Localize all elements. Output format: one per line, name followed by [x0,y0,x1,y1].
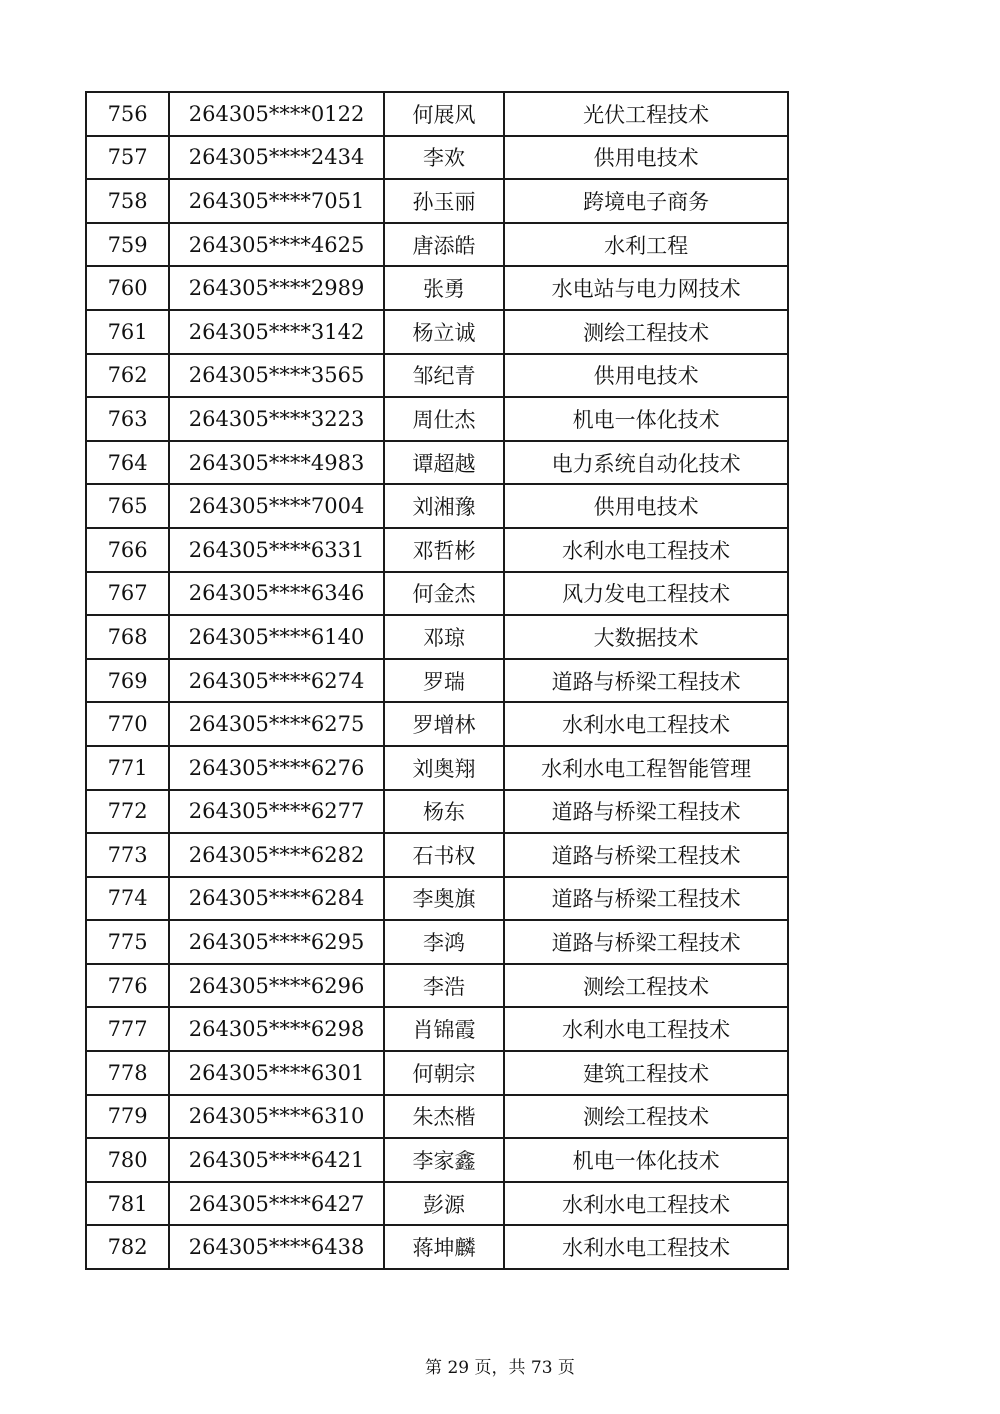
major-cell: 机电一体化技术 [504,397,788,441]
table-row [86,528,788,572]
row-number-cell: 765 [86,484,169,528]
row-number-cell: 775 [86,920,169,964]
row-number-cell: 762 [86,354,169,398]
major-cell: 水利水电工程技术 [504,1225,788,1269]
major-cell: 机电一体化技术 [504,1138,788,1182]
table-row [86,572,788,616]
table-row [86,484,788,528]
name-cell: 张勇 [384,266,504,310]
id-number-cell: 264305****3142 [169,310,384,354]
name-cell: 何金杰 [384,572,504,616]
table-row [86,136,788,180]
table-row [86,397,788,441]
major-cell: 测绘工程技术 [504,964,788,1008]
major-cell: 供用电技术 [504,484,788,528]
row-number-cell: 771 [86,746,169,790]
row-number-cell: 756 [86,92,169,136]
table-row [86,615,788,659]
row-number-cell: 761 [86,310,169,354]
id-number-cell: 264305****2434 [169,136,384,180]
row-number-cell: 773 [86,833,169,877]
roster-table-body [86,92,788,1269]
table-row [86,266,788,310]
name-cell: 刘奥翔 [384,746,504,790]
id-number-cell: 264305****6310 [169,1095,384,1139]
id-number-cell: 264305****6427 [169,1182,384,1226]
major-cell: 水利水电工程技术 [504,1182,788,1226]
name-cell: 肖锦霞 [384,1007,504,1051]
major-cell: 水利水电工程技术 [504,1007,788,1051]
name-cell: 孙玉丽 [384,179,504,223]
row-number-cell: 768 [86,615,169,659]
row-number-cell: 760 [86,266,169,310]
id-number-cell: 264305****7051 [169,179,384,223]
name-cell: 邓哲彬 [384,528,504,572]
row-number-cell: 764 [86,441,169,485]
name-cell: 何朝宗 [384,1051,504,1095]
row-number-cell: 758 [86,179,169,223]
id-number-cell: 264305****7004 [169,484,384,528]
table-row [86,1007,788,1051]
name-cell: 刘湘豫 [384,484,504,528]
row-number-cell: 759 [86,223,169,267]
row-number-cell: 769 [86,659,169,703]
id-number-cell: 264305****2989 [169,266,384,310]
id-number-cell: 264305****6346 [169,572,384,616]
table-row [86,354,788,398]
table-row [86,790,788,834]
id-number-cell: 264305****6275 [169,702,384,746]
major-cell: 道路与桥梁工程技术 [504,920,788,964]
row-number-cell: 777 [86,1007,169,1051]
major-cell: 光伏工程技术 [504,92,788,136]
major-cell: 道路与桥梁工程技术 [504,790,788,834]
table-row [86,92,788,136]
id-number-cell: 264305****6140 [169,615,384,659]
table-row [86,1095,788,1139]
name-cell: 李奥旗 [384,877,504,921]
table-row [86,223,788,267]
major-cell: 水利水电工程技术 [504,528,788,572]
row-number-cell: 763 [86,397,169,441]
page-footer: 第 29 页，共 73 页 [425,1358,575,1378]
row-number-cell: 781 [86,1182,169,1226]
row-number-cell: 779 [86,1095,169,1139]
name-cell: 罗增林 [384,702,504,746]
name-cell: 杨东 [384,790,504,834]
name-cell: 石书权 [384,833,504,877]
major-cell: 水利工程 [504,223,788,267]
table-row [86,920,788,964]
id-number-cell: 264305****6274 [169,659,384,703]
id-number-cell: 264305****6277 [169,790,384,834]
id-number-cell: 264305****6421 [169,1138,384,1182]
table-row [86,702,788,746]
roster-table [85,91,789,1270]
major-cell: 跨境电子商务 [504,179,788,223]
id-number-cell: 264305****0122 [169,92,384,136]
major-cell: 测绘工程技术 [504,1095,788,1139]
table-row [86,179,788,223]
major-cell: 供用电技术 [504,354,788,398]
table-row [86,1138,788,1182]
name-cell: 周仕杰 [384,397,504,441]
table-row [86,659,788,703]
table-row [86,833,788,877]
row-number-cell: 766 [86,528,169,572]
row-number-cell: 757 [86,136,169,180]
name-cell: 李鸿 [384,920,504,964]
name-cell: 邹纪青 [384,354,504,398]
table-row [86,746,788,790]
name-cell: 李浩 [384,964,504,1008]
major-cell: 道路与桥梁工程技术 [504,877,788,921]
table-row [86,964,788,1008]
id-number-cell: 264305****6276 [169,746,384,790]
id-number-cell: 264305****3565 [169,354,384,398]
name-cell: 邓琼 [384,615,504,659]
row-number-cell: 778 [86,1051,169,1095]
id-number-cell: 264305****6301 [169,1051,384,1095]
name-cell: 李家鑫 [384,1138,504,1182]
row-number-cell: 770 [86,702,169,746]
id-number-cell: 264305****6284 [169,877,384,921]
major-cell: 电力系统自动化技术 [504,441,788,485]
name-cell: 罗瑞 [384,659,504,703]
row-number-cell: 767 [86,572,169,616]
id-number-cell: 264305****6298 [169,1007,384,1051]
id-number-cell: 264305****6295 [169,920,384,964]
major-cell: 道路与桥梁工程技术 [504,833,788,877]
name-cell: 李欢 [384,136,504,180]
id-number-cell: 264305****4625 [169,223,384,267]
major-cell: 水利水电工程技术 [504,702,788,746]
major-cell: 水电站与电力网技术 [504,266,788,310]
table-row [86,877,788,921]
id-number-cell: 264305****4983 [169,441,384,485]
id-number-cell: 264305****6296 [169,964,384,1008]
major-cell: 水利水电工程智能管理 [504,746,788,790]
major-cell: 风力发电工程技术 [504,572,788,616]
id-number-cell: 264305****6282 [169,833,384,877]
name-cell: 杨立诚 [384,310,504,354]
name-cell: 唐添皓 [384,223,504,267]
major-cell: 大数据技术 [504,615,788,659]
major-cell: 测绘工程技术 [504,310,788,354]
row-number-cell: 782 [86,1225,169,1269]
table-row [86,310,788,354]
name-cell: 何展风 [384,92,504,136]
table-row [86,1225,788,1269]
row-number-cell: 772 [86,790,169,834]
id-number-cell: 264305****6331 [169,528,384,572]
row-number-cell: 774 [86,877,169,921]
major-cell: 道路与桥梁工程技术 [504,659,788,703]
row-number-cell: 780 [86,1138,169,1182]
id-number-cell: 264305****3223 [169,397,384,441]
table-row [86,1051,788,1095]
major-cell: 供用电技术 [504,136,788,180]
row-number-cell: 776 [86,964,169,1008]
name-cell: 蒋坤麟 [384,1225,504,1269]
name-cell: 彭源 [384,1182,504,1226]
table-row [86,1182,788,1226]
name-cell: 谭超越 [384,441,504,485]
id-number-cell: 264305****6438 [169,1225,384,1269]
major-cell: 建筑工程技术 [504,1051,788,1095]
table-row [86,441,788,485]
name-cell: 朱杰楷 [384,1095,504,1139]
